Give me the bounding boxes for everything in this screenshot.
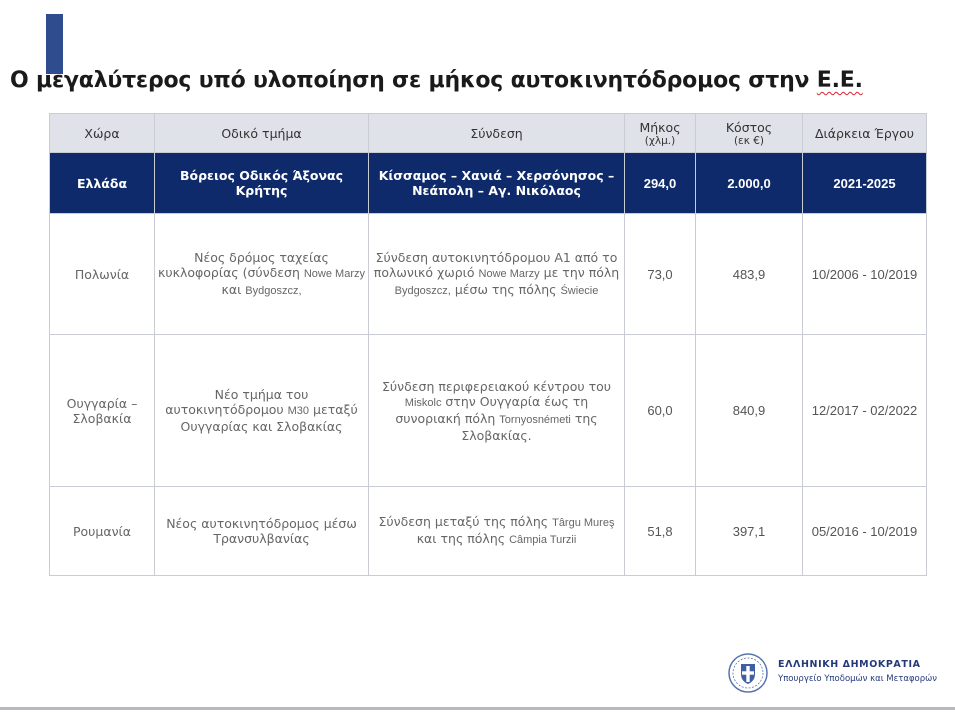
cell-section: [155, 335, 369, 487]
header-cost-label: Κόστος: [725, 119, 773, 135]
table-row-poland: [50, 214, 927, 335]
cell-connection-text: με την πόλη: [539, 264, 620, 280]
cell-section-text: Νέο τμήμα του αυτοκινητόδρομου: [165, 387, 309, 417]
page-title-main: Ο μεγαλύτερος υπό υλοποίηση σε μήκος αυτοκινητόδρομος στην: [10, 68, 817, 93]
cell-section: [155, 214, 369, 335]
cell-duration: 10/2006 - 10/2019: [803, 214, 927, 335]
cell-length: 60,0: [625, 335, 696, 487]
cell-connection-place: Târgu Mureş: [552, 517, 615, 529]
cell-connection-text: στην Ουγγαρία έως τη συνοριακή πόλη: [395, 393, 589, 426]
highway-comparison-table: [49, 113, 927, 576]
cell-length: 294,0: [625, 153, 696, 214]
table-row-greece: [50, 153, 927, 214]
footer-ministry-name: Υπουργείο Υποδομών και Μεταφορών: [778, 674, 938, 684]
cell-cost: 2.000,0: [696, 153, 803, 214]
cell-section-text: μεταξύ Ουγγαρίας και Σλοβακίας: [180, 402, 358, 434]
cell-connection-place: Câmpia Turzii: [509, 534, 577, 546]
page-title-ee: Ε.Ε.: [816, 68, 863, 93]
table-row-hungary-slovakia: [50, 335, 927, 487]
cell-connection-place: Świecie: [560, 284, 599, 297]
cell-country: Πολωνία: [50, 214, 155, 335]
cell-connection-place: Nowe Marzy: [478, 267, 540, 280]
table-row-romania: [50, 487, 927, 576]
cell-length: 73,0: [625, 214, 696, 335]
cell-country: Ελλάδα: [50, 153, 155, 214]
cell-connection-place: Miskolc: [404, 396, 442, 409]
footer-ministry: [778, 659, 937, 684]
cell-length: 51,8: [625, 487, 696, 576]
cell-connection-text: και της πόλης: [416, 531, 510, 546]
page-title: [10, 68, 950, 93]
cell-duration: 05/2016 - 10/2019: [803, 487, 927, 576]
cell-cost: 840,9: [696, 335, 803, 487]
cell-connection-text: Σύνδεση μεταξύ της πόλης: [378, 514, 553, 529]
bottom-divider: [0, 707, 955, 710]
cell-connection-place: Tornyosnémeti: [499, 413, 571, 426]
table-header-row: [50, 114, 927, 153]
cell-section-code: M30: [287, 405, 310, 417]
cell-cost: 397,1: [696, 487, 803, 576]
cell-connection: Κίσσαμος – Χανιά – Χερσόνησος – Νεάπολη – Αγ. Νικόλαος: [369, 153, 625, 214]
cell-country: Ρουμανία: [50, 487, 155, 576]
cell-section: Βόρειος Οδικός Άξονας Κρήτης: [155, 153, 369, 214]
footer-republic-name: ΕΛΛΗΝΙΚΗ ΔΗΜΟΚΡΑΤΙΑ: [778, 659, 921, 670]
cell-cost: 483,9: [696, 214, 803, 335]
cell-connection-text: Σύνδεση αυτοκινητόδρομου Α1 από το πολωνικό χωριό: [373, 249, 618, 280]
cell-connection-text: μέσω της πόλης: [450, 281, 561, 297]
header-duration: Διάρκεια Έργου: [803, 114, 927, 153]
cell-connection-place: Bydgoszcz,: [394, 284, 451, 297]
accent-bar: [46, 14, 63, 74]
header-cost-unit: (εκ €): [733, 134, 765, 147]
header-length: [625, 114, 696, 153]
cell-country: Ουγγαρία – Σλοβακία: [50, 335, 155, 487]
header-connection: Σύνδεση: [369, 114, 625, 153]
cell-duration: 2021-2025: [803, 153, 927, 214]
header-country: Χώρα: [50, 114, 155, 153]
cell-connection: [369, 335, 625, 487]
cell-connection: [369, 214, 625, 335]
cell-connection-text: Σύνδεση περιφερειακού κέντρου του: [382, 378, 611, 394]
cell-connection: [369, 487, 625, 576]
cell-connection-text: της Σλοβακίας.: [461, 410, 598, 443]
header-length-unit: (χλμ.): [644, 134, 676, 147]
header-cost: [696, 114, 803, 153]
header-length-label: Μήκος: [639, 119, 681, 135]
cell-section-text: Νέος δρόμος ταχείας κυκλοφορίας (σύνδεση: [158, 249, 329, 280]
header-section: Οδικό τμήμα: [155, 114, 369, 153]
cell-section: Νέος αυτοκινητόδρομος μέσω Τρανσυλβανίας: [155, 487, 369, 576]
cell-section-place: Nowe Marzy: [303, 267, 365, 280]
cell-section-place: Bydgoszcz,: [245, 284, 302, 297]
greek-republic-emblem-logo: [727, 652, 769, 694]
cell-duration: 12/2017 - 02/2022: [803, 335, 927, 487]
cell-section-text: και: [221, 281, 246, 297]
